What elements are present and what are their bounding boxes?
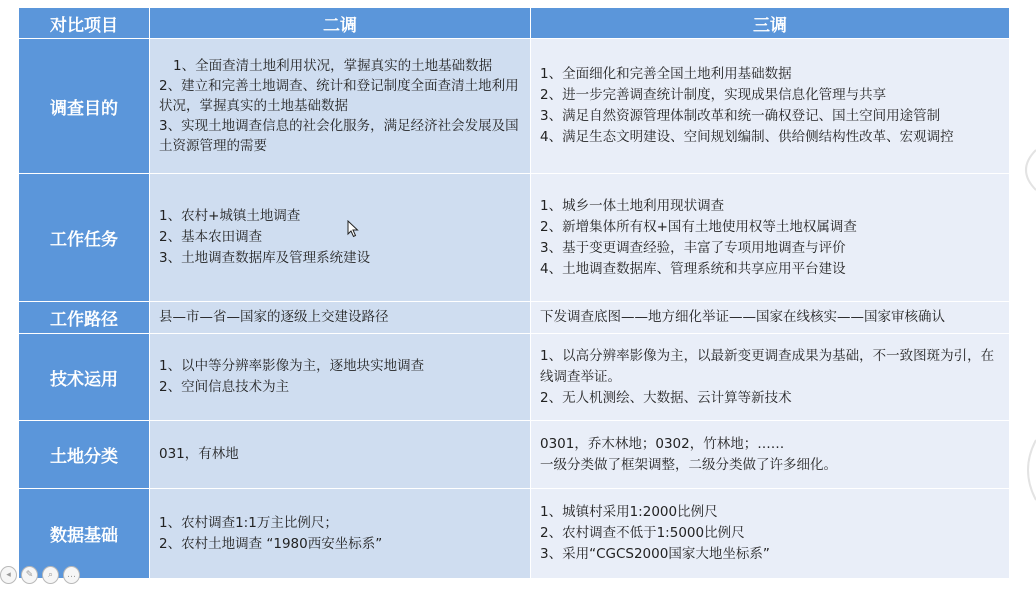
sandiao-cell (531, 39, 1010, 174)
row-label: 工作路径 (19, 302, 150, 334)
list-item: 1、农村+城镇土地调查 (159, 208, 301, 224)
list-item: 031，有林地 (159, 446, 239, 462)
sandiao-cell (531, 421, 1010, 489)
erdiao-cell (150, 39, 531, 174)
list-item: 2、农村调查不低于1:5000比例尺 (540, 525, 745, 541)
list-item: 1、以高分辨率影像为主，以最新变更调查成果为基础，不一致图斑为引，在线调查举证。 (540, 347, 995, 385)
list-item: 2、无人机测绘、大数据、云计算等新技术 (540, 389, 792, 406)
list-item: 2、农村土地调查 “1980西安坐标系” (159, 535, 383, 552)
row-label: 土地分类 (19, 421, 150, 489)
sandiao-cell (531, 334, 1010, 421)
list-item: 2、基本农田调查 (159, 229, 263, 245)
list-item: 3、采用“CGCS2000国家大地坐标系” (540, 546, 770, 562)
list-item: 3、基于变更调查经验，丰富了专项用地调查与评价 (540, 239, 846, 256)
pen-icon[interactable]: ✎ (21, 566, 38, 584)
sandiao-cell (531, 489, 1010, 579)
row-label: 技术运用 (19, 334, 150, 421)
list-item: 2、空间信息技术为主 (159, 379, 290, 395)
slide-edge-decoration (1006, 0, 1036, 589)
list-item: 0301，乔木林地；0302，竹林地；…… (540, 435, 785, 452)
erdiao-cell (150, 302, 531, 334)
more-icon[interactable]: … (63, 566, 80, 584)
list-item: 县—市—省—国家的逐级上交建设路径 (159, 309, 389, 325)
list-item: 3、满足自然资源管理体制改革和统一确权登记、国土空间用途管制 (540, 108, 941, 124)
row-label: 工作任务 (19, 174, 150, 302)
presenter-toolbar (0, 566, 80, 586)
search-icon[interactable]: ⌕ (42, 566, 59, 584)
row-label: 调查目的 (19, 39, 150, 174)
list-item: 4、满足生态文明建设、空间规划编制、供给侧结构性改革、宏观调控 (540, 129, 954, 145)
mouse-cursor-icon (347, 220, 359, 238)
erdiao-cell (150, 334, 531, 421)
table-row (19, 302, 1010, 334)
list-item: 2、新增集体所有权+国有土地使用权等土地权属调查 (540, 218, 857, 235)
header-sandiao: 三调 (531, 8, 1010, 39)
table-row (19, 39, 1010, 174)
list-item: 2、建立和完善土地调查、统计和登记制度全面查清土地利用状况，掌握真实的土地基础数据 (159, 78, 519, 114)
row-label: 数据基础 (19, 489, 150, 579)
header-erdiao: 二调 (150, 8, 531, 39)
list-item: 1、全面细化和完善全国土地利用基础数据 (540, 66, 792, 82)
erdiao-cell (150, 421, 531, 489)
list-item: 2、进一步完善调查统计制度，实现成果信息化管理与共享 (540, 87, 887, 103)
sandiao-cell (531, 174, 1010, 302)
erdiao-cell (150, 174, 531, 302)
table-header-row (19, 8, 1010, 39)
back-icon[interactable]: ◂ (0, 566, 17, 584)
list-item: 一级分类做了框架调整，二级分类做了许多细化。 (540, 456, 837, 473)
header-compare-item: 对比项目 (19, 8, 150, 39)
table-row (19, 334, 1010, 421)
list-item: 下发调查底图——地方细化举证——国家在线核实——国家审核确认 (540, 309, 945, 325)
table-row (19, 489, 1010, 579)
list-item: 1、城镇村采用1:2000比例尺 (540, 504, 718, 520)
table-row (19, 421, 1010, 489)
list-item: 1、全面查清土地利用状况，掌握真实的土地基础数据 (173, 58, 493, 74)
sandiao-cell (531, 302, 1010, 334)
list-item: 3、实现土地调查信息的社会化服务，满足经济社会发展及国土资源管理的需要 (159, 118, 519, 154)
comparison-table (18, 7, 1010, 579)
list-item: 4、土地调查数据库、管理系统和共享应用平台建设 (540, 260, 846, 277)
list-item: 1、以中等分辨率影像为主，逐地块实地调查 (159, 358, 425, 374)
erdiao-cell (150, 489, 531, 579)
list-item: 1、城乡一体土地利用现状调查 (540, 197, 725, 214)
table-row (19, 174, 1010, 302)
list-item: 3、土地调查数据库及管理系统建设 (159, 250, 371, 266)
list-item: 1、农村调查1:1万主比例尺； (159, 514, 338, 531)
